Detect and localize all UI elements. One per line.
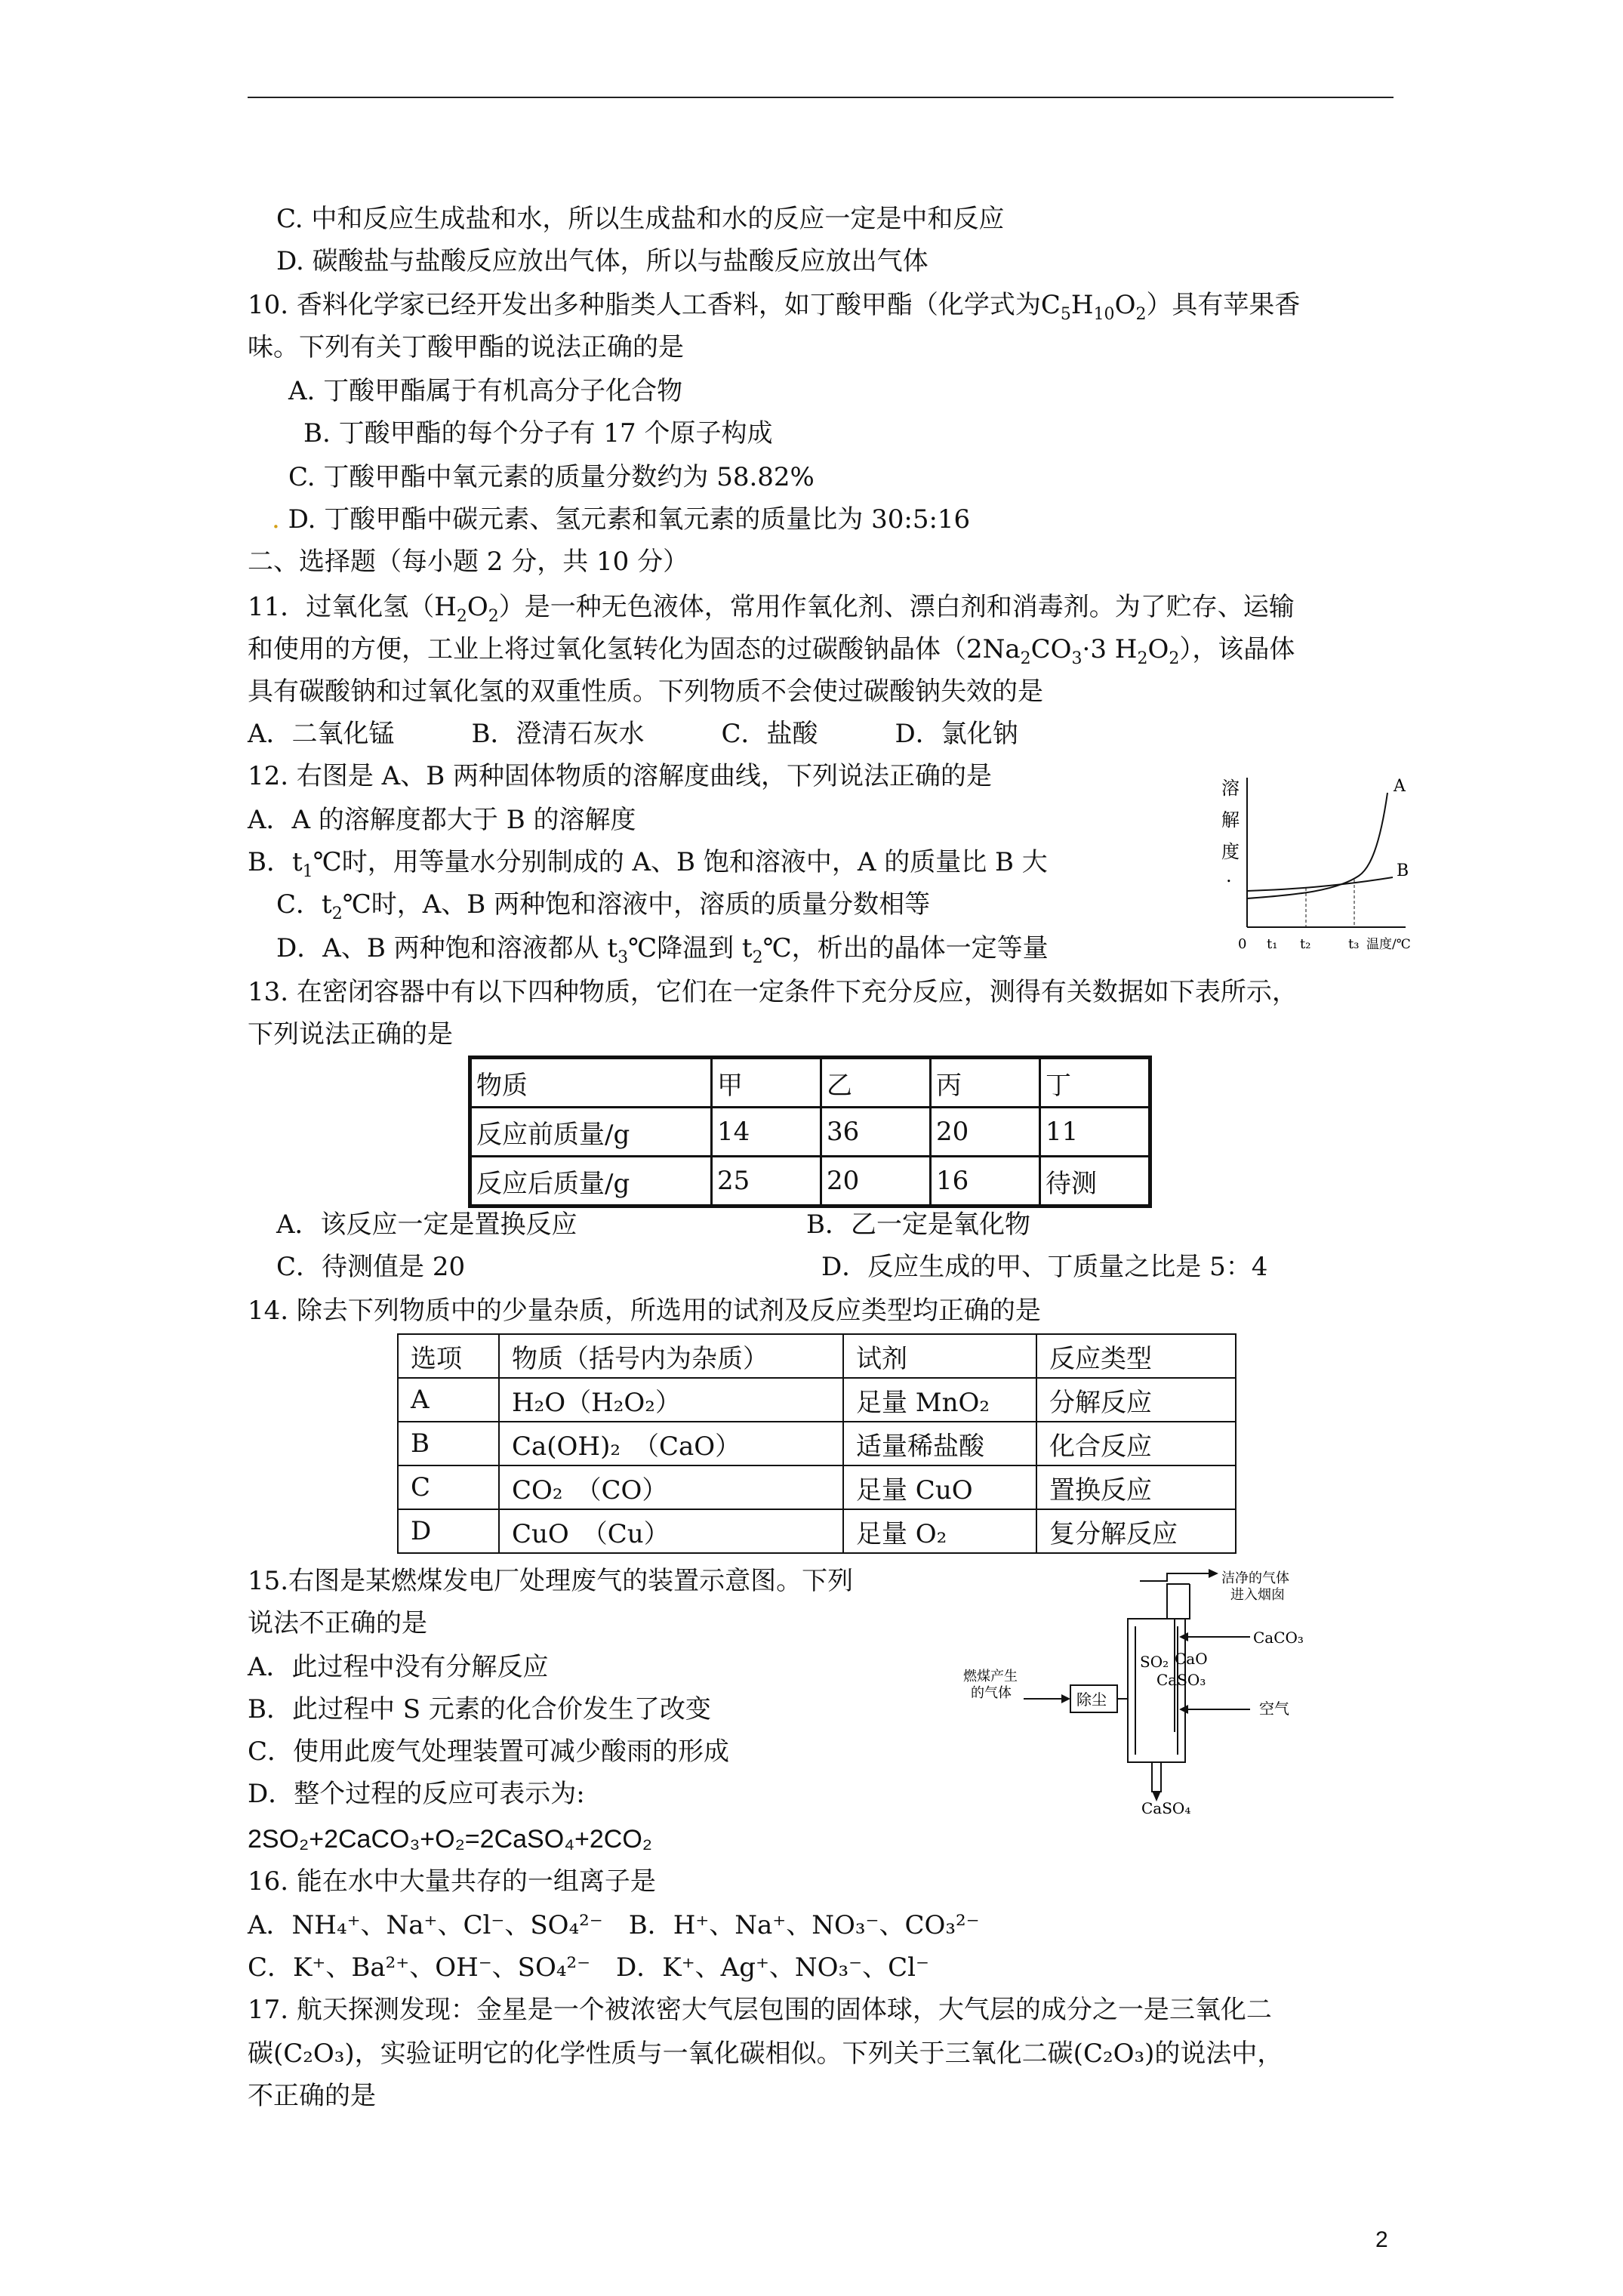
table-cell: 20 [931,1108,1040,1157]
table-cell: 反应类型 [1036,1334,1236,1378]
fig15-coal-gas-1: 燃煤产生 [963,1669,1018,1684]
q12-option-d: D．A、B 两种饱和溶液都从 $t_3℃$降温到 $t_2℃$，析出的晶体一定等量 [276,933,1049,967]
table-cell: 反应后质量/g [470,1157,712,1207]
q10-stem-line2: 味。下列有关丁酸甲酯的说法正确的是 [248,332,684,362]
fig12-tick-0: 0 [1238,936,1247,952]
page-number: 2 [1375,2227,1388,2252]
q15-option-a: A．此过程中没有分解反应 [248,1652,549,1682]
q12-stem: 12. 右图是 A、B 两种固体物质的溶解度曲线，下列说法正确的是 [248,761,993,791]
q12-option-b: B．$t_1℃$时，用等量水分别制成的 A、B 饱和溶液中，A 的质量比 B 大 [248,847,1048,881]
table-row [470,1157,1150,1207]
fig12-tick-t2: t₂ [1300,936,1311,952]
table-cell: 适量稀盐酸 [843,1422,1036,1465]
q17-stem-line3: 不正确的是 [248,2081,376,2111]
table-cell: 足量 MnO₂ [843,1378,1036,1422]
q10-stem-line1: 10. 香料化学家已经开发出多种脂类人工香料，如丁酸甲酯（化学式为$C_5H_{10}O_2$）具有苹果香 [248,290,1301,324]
table-cell: CO₂ （CO） [499,1465,843,1509]
q16-options-ab: A．NH₄⁺、Na⁺、Cl⁻、SO₄²⁻ B．H⁺、Na⁺、NO₃⁻、CO₃²⁻ [248,1910,980,1940]
fig12-label-a: A [1394,777,1406,796]
fig12-ylabel-2: 解 [1221,809,1240,831]
q15-option-c: C．使用此废气处理装置可减少酸雨的形成 [248,1737,730,1767]
flue-gas-diagram [948,1566,1401,1815]
table-cell: 甲 [712,1058,821,1108]
table-cell: 足量 CuO [843,1465,1036,1509]
fig15-cao: CaO [1175,1650,1208,1668]
fig12-tick-t3: t₃ [1348,936,1360,952]
q15-stem-line1: 15.右图是某燃煤发电厂处理废气的装置示意图。下列 [248,1566,854,1596]
q13-stem-line2: 下列说法正确的是 [248,1019,453,1049]
table-cell: 物质 [470,1058,712,1108]
q11-options: A．二氧化锰 B．澄清石灰水 C．盐酸 D．氯化钠 [248,719,1018,749]
table-row [398,1509,1236,1553]
table-row [398,1422,1236,1465]
table-cell: H₂O（H₂O₂） [499,1378,843,1422]
q13-option-d: D．反应生成的甲、丁质量之比是 5：4 [821,1252,1268,1282]
fig15-coal-gas-2: 的气体 [971,1685,1012,1701]
q11-stem-line2: 和使用的方便，工业上将过氧化氢转化为固态的过碳酸钠晶体（$2Na_2CO_3\cdot 3$ $H_2O_2$），该晶体 [248,634,1295,668]
q13-option-a: A．该反应一定是置换反应 [276,1210,577,1240]
q14-options-table [397,1333,1236,1554]
q13-stem-line1: 13. 在密闭容器中有以下四种物质，它们在一定条件下充分反应，测得有关数据如下表所示， [248,977,1298,1007]
table-cell: 选项 [398,1334,499,1378]
table-cell: 分解反应 [1036,1378,1236,1422]
q12-option-a: A．A 的溶解度都大于 B 的溶解度 [248,805,636,835]
table-cell: A [398,1378,499,1422]
fig15-caso4: CaSO₄ [1141,1799,1191,1815]
table-cell: 14 [712,1108,821,1157]
table-cell: 16 [931,1157,1040,1207]
fig15-caso3: CaSO₃ [1156,1671,1206,1689]
table-cell: 化合反应 [1036,1422,1236,1465]
q14-stem: 14. 除去下列物质中的少量杂质，所选用的试剂及反应类型均正确的是 [248,1296,1041,1326]
fig15-air: 空气 [1259,1700,1289,1718]
table-cell: 丙 [931,1058,1040,1108]
solubility-curve-figure [1215,763,1419,966]
q12-option-c: C．$t_2℃$时，A、B 两种饱和溶液中，溶质的质量分数相等 [276,889,931,923]
fig15-clean-gas-1: 洁净的气体 [1221,1570,1289,1586]
table-cell: 置换反应 [1036,1465,1236,1509]
table-cell: D [398,1509,499,1553]
q9-option-c: C. 中和反应生成盐和水，所以生成盐和水的反应一定是中和反应 [276,204,1005,234]
section-heading: 二、选择题（每小题 2 分，共 10 分） [248,547,689,577]
table-row [470,1058,1150,1108]
table-row [470,1108,1150,1157]
fig15-so2: SO₂ [1140,1653,1169,1671]
table-cell: CuO （Cu） [499,1509,843,1553]
fig15-dust-box: 除尘 [1076,1690,1107,1709]
table-row [398,1334,1236,1378]
fig12-tick-t1: t₁ [1267,936,1278,952]
fig12-ylabel-3: 度 [1221,841,1240,862]
q13-option-b: B．乙一定是氧化物 [806,1210,1030,1240]
q17-stem-line1: 17. 航天探测发现：金星是一个被浓密大气层包围的固体球，大气层的成分之一是三氧化二 [248,1995,1272,2025]
table-cell: 36 [821,1108,931,1157]
q10-option-a: A. 丁酸甲酯属于有机高分子化合物 [288,376,683,406]
fig15-clean-gas-2: 进入烟囱 [1230,1587,1285,1603]
q16-stem: 16. 能在水中大量共存的一组离子是 [248,1866,656,1897]
fig12-curve-b [1247,877,1393,891]
table-cell: 25 [712,1157,821,1207]
fig15-caco3: CaCO₃ [1253,1629,1304,1647]
q16-options-cd: C．K⁺、Ba²⁺、OH⁻、SO₄²⁻ D．K⁺、Ag⁺、NO₃⁻、Cl⁻ [248,1952,929,1983]
q13-data-table [468,1056,1152,1208]
table-row [398,1465,1236,1509]
table-cell: 复分解反应 [1036,1509,1236,1553]
fig12-label-b: B [1397,861,1409,880]
table-cell: 反应前质量/g [470,1108,712,1157]
table-cell: 待测 [1040,1157,1150,1207]
fig12-ylabel-4: . [1226,865,1232,886]
table-cell: 11 [1040,1108,1150,1157]
fig12-curve-a [1247,793,1387,898]
fig12-xlabel: 温度/℃ [1366,937,1411,952]
table-cell: 乙 [821,1058,931,1108]
table-row [398,1378,1236,1422]
fig12-ylabel-1: 溶 [1221,778,1240,799]
q15-option-d: D．整个过程的反应可表示为: [248,1779,585,1809]
q15-equation: 2SO₂+2CaCO₃+O₂=2CaSO₄+2CO₂ [248,1825,652,1854]
q10-option-d: . D. 丁酸甲酯中碳元素、氢元素和氧元素的质量比为 30:5:16 [272,504,971,535]
q10-option-b: B. 丁酸甲酯的每个分子有 17 个原子构成 [303,418,773,448]
table-cell: 丁 [1040,1058,1150,1108]
table-cell: C [398,1465,499,1509]
table-cell: 物质（括号内为杂质） [499,1334,843,1378]
q17-stem-line2: 碳(C₂O₃)，实验证明它的化学性质与一氧化碳相似。下列关于三氧化二碳(C₂O₃)的说法中， [248,2039,1283,2069]
table-cell: 试剂 [843,1334,1036,1378]
header-rule [248,97,1394,98]
q11-stem-line1: 11．过氧化氢$(H_2O_2)$是一种无色液体，常用作氧化剂、漂白剂和消毒剂。为了贮存、运输 [248,592,1295,626]
q9-option-d: D. 碳酸盐与盐酸反应放出气体，所以与盐酸反应放出气体 [276,246,929,276]
q13-option-c: C．待测值是 20 [276,1252,466,1282]
q15-option-b: B．此过程中 S 元素的化合价发生了改变 [248,1694,711,1724]
q11-stem-line3: 具有碳酸钠和过氧化氢的双重性质。下列物质不会使过碳酸钠失效的是 [248,676,1043,707]
table-cell: 足量 O₂ [843,1509,1036,1553]
table-cell: 20 [821,1157,931,1207]
q15-stem-line2: 说法不正确的是 [248,1608,427,1638]
table-cell: B [398,1422,499,1465]
q10-option-c: C. 丁酸甲酯中氧元素的质量分数约为 58.82% [288,462,815,492]
table-cell: Ca(OH)₂ （CaO） [499,1422,843,1465]
